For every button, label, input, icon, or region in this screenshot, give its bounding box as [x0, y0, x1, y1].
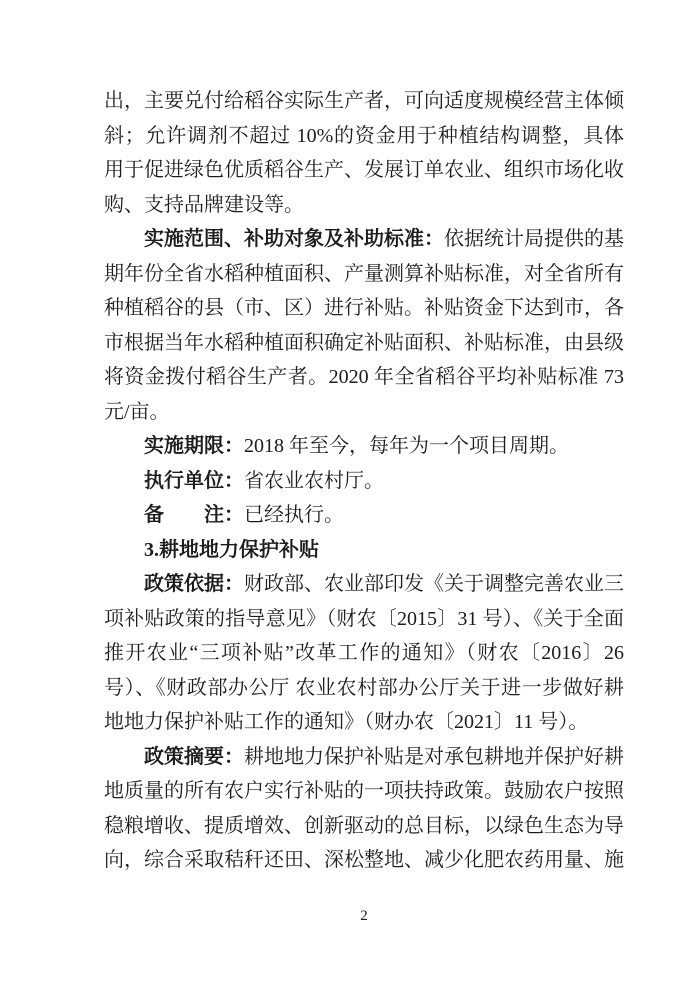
- para-scope-standard: [104, 222, 624, 429]
- para-remark: [104, 498, 624, 533]
- para-scope-standard-run-0: 实施范围、补助对象及补助标准：: [144, 228, 444, 250]
- para-executing-unit-run-0: 执行单位：: [144, 469, 244, 492]
- para-rice-subsidy-continuation-run-0: 出，主要兑付给稻谷实际生产者，可向适度规模经营主体倾斜；允许调剂不超过 10%的资金用于种植结构调整，具体用于促进绿色优质稻谷生产、发展订单农业、组织市场化收购、支持品牌建设等。: [104, 90, 624, 216]
- para-scope-standard-run-1: 依据统计局提供的基期年份全省水稻种植面积、产量测算补贴标准，对全省所有种植稻谷的县（市、区）进行补贴。补贴资金下达到市，各市根据当年水稻种植面积确定补贴面积、补贴标准，由县级将资金拨付稻谷生产者。2020 年全省稻谷平均补贴标准 73 元/亩。: [104, 228, 624, 423]
- para-executing-unit: [104, 464, 624, 499]
- para-implementation-period: [104, 429, 624, 464]
- para-remark-run-0: 备 注：: [144, 504, 244, 526]
- para-rice-subsidy-continuation: [104, 84, 624, 222]
- para-implementation-period-run-0: 实施期限：: [144, 435, 244, 457]
- para-policy-summary: [104, 740, 624, 878]
- para-policy-summary-run-0: 政策摘要：: [144, 745, 244, 768]
- para-policy-basis-run-1: 财政部、农业部印发《关于调整完善农业三项补贴政策的指导意见》（财农〔2015〕31 号）、《关于全面推开农业“三项补贴”改革工作的通知》（财农〔2016〕26 号）、《财政部办公厅 农业农村部办公厅关于进一步做好耕地地力保护补贴工作的通知》（财办农〔2021〕11 号）。: [104, 573, 624, 733]
- heading-section-3-run-0: 3.耕地地力保护补贴: [144, 538, 319, 561]
- page-number: 2: [360, 908, 368, 924]
- para-remark-run-1: 已经执行。: [244, 504, 344, 526]
- document-body-text: [104, 84, 624, 878]
- para-policy-summary-run-1: 耕地地力保护补贴是对承包耕地并保护好耕地质量的所有农户实行补贴的一项扶持政策。鼓励农户按照稳粮增收、提质增效、创新驱动的总目标，以绿色生态为导向，综合采取秸秆还田、深松整地、减少化肥农药用量、施: [104, 745, 624, 871]
- para-policy-basis: [104, 567, 624, 740]
- heading-section-3: [104, 533, 624, 568]
- para-implementation-period-run-1: 2018 年至今，每年为一个项目周期。: [244, 435, 569, 457]
- para-policy-basis-run-0: 政策依据：: [144, 573, 244, 595]
- para-executing-unit-run-1: 省农业农村厅。: [244, 469, 384, 492]
